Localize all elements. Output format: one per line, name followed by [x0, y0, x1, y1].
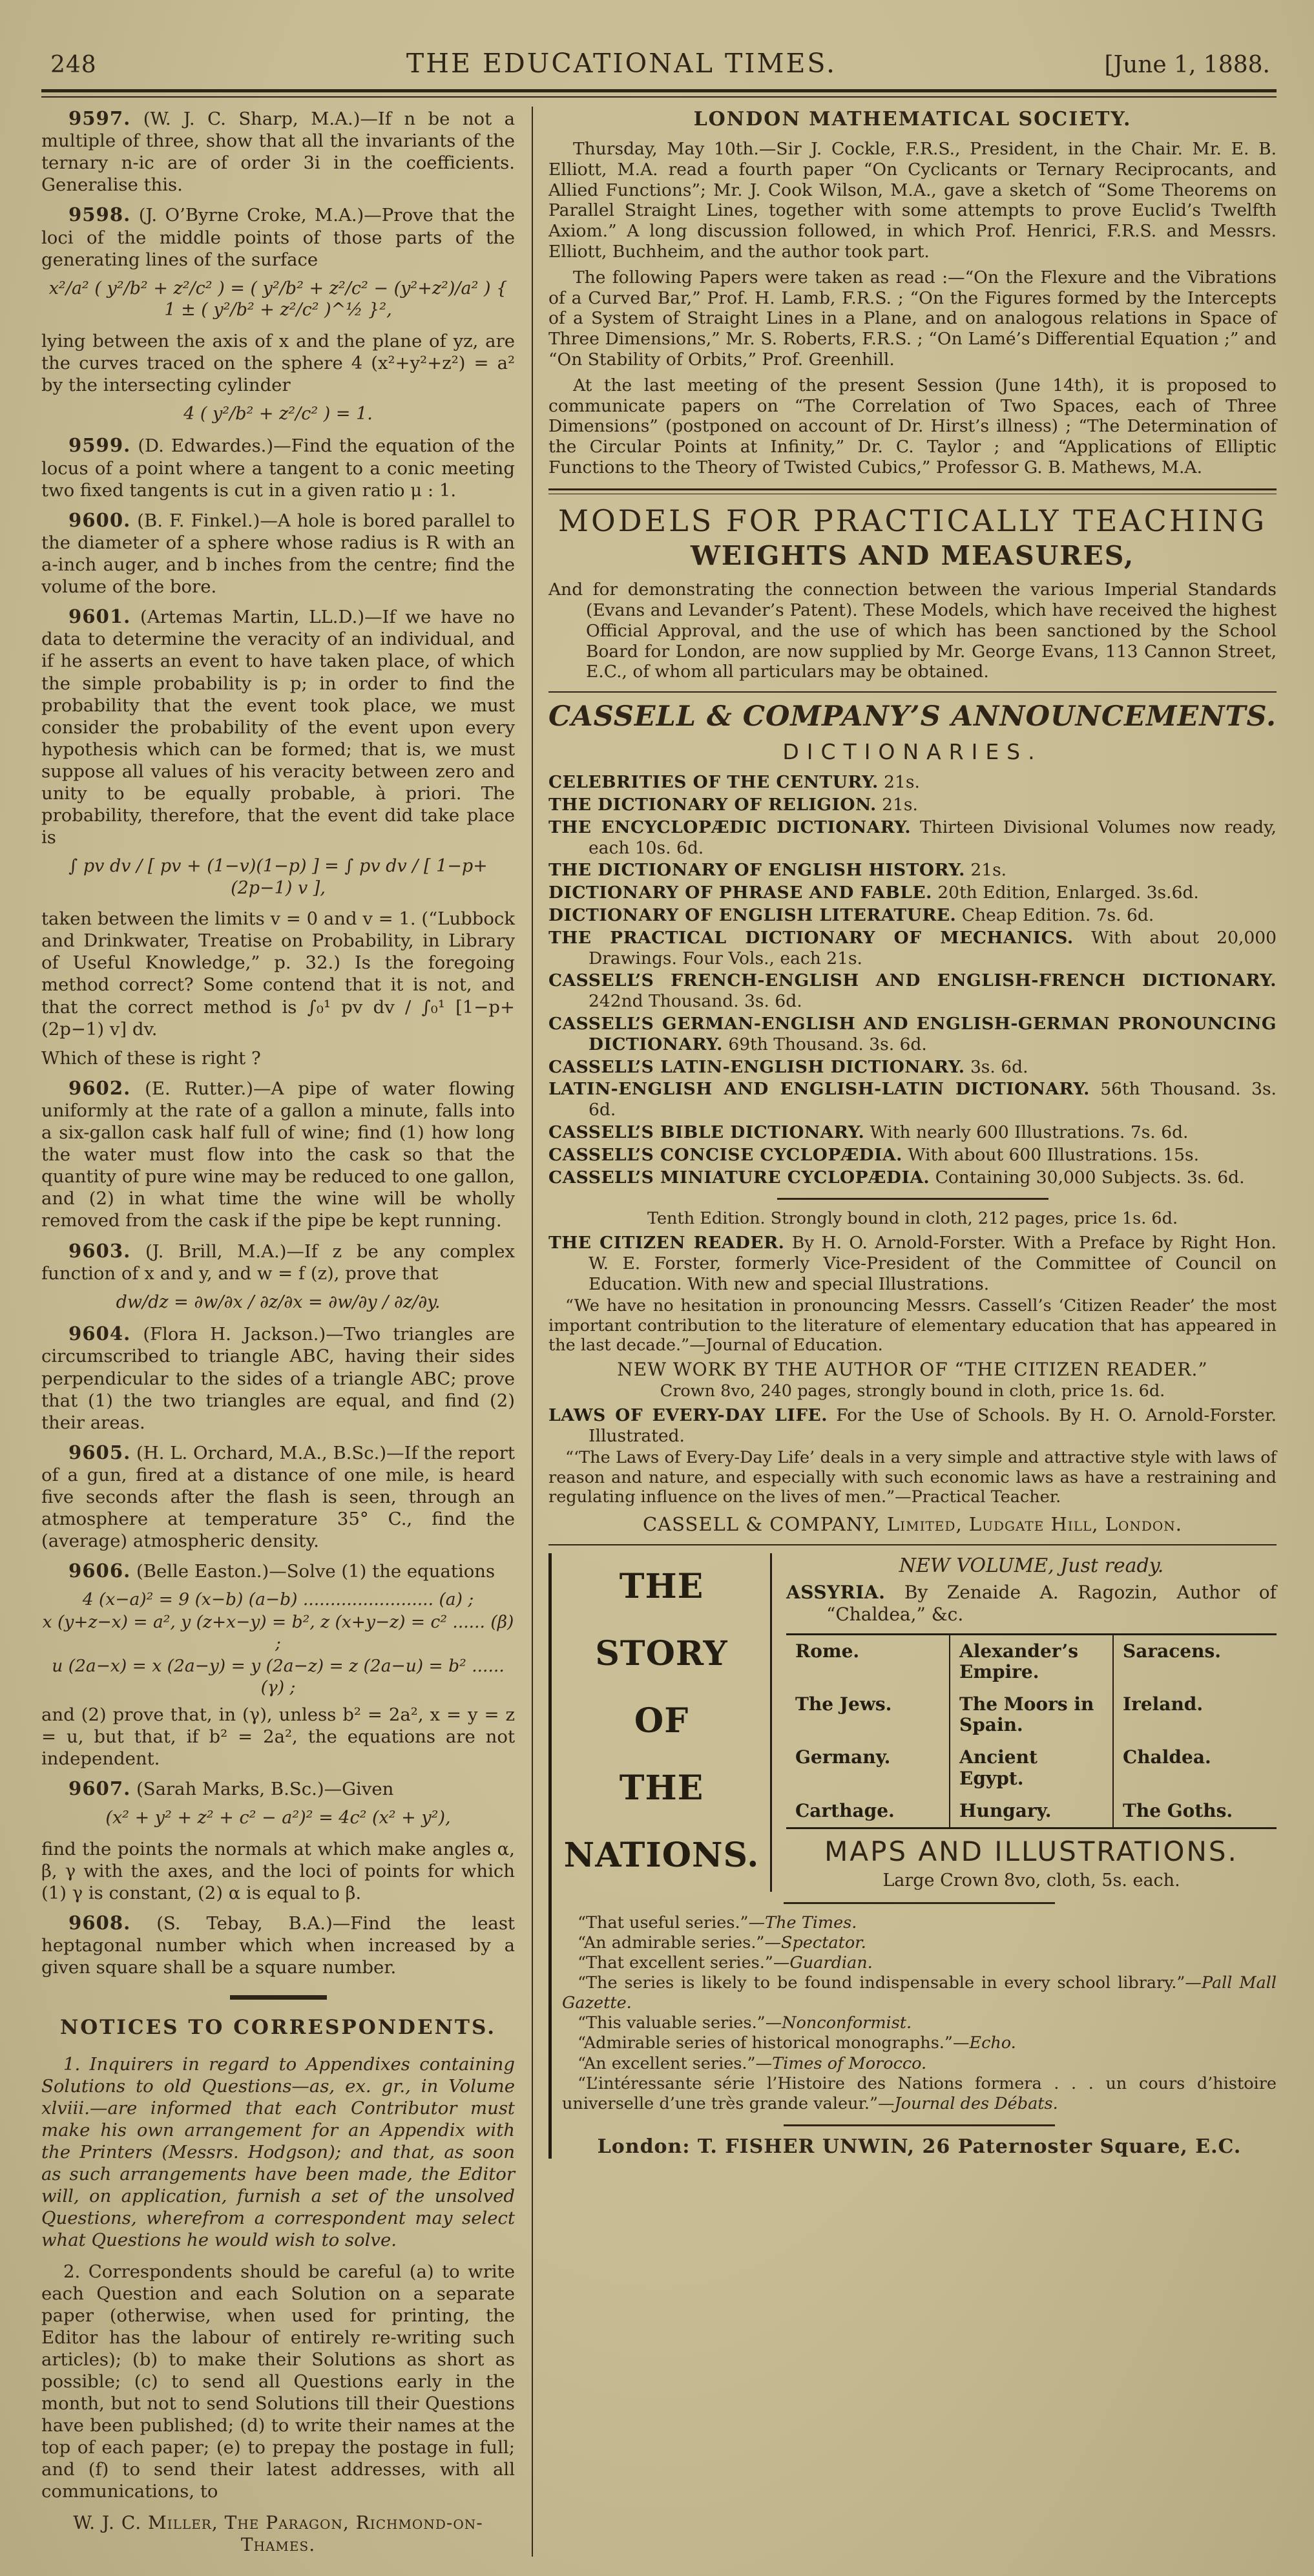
question-text: taken between the limits v = 0 and v = 1. (“Lubbock and Drinkwater, Treatise on Probability, in Library of Useful Knowledge,” p. 32.) Is the foregoing method correct? Some contend that it is not, and that the correct method is ∫₀¹ pv dv / ∫₀¹ [1−p+(2p−1) v] dv.: [41, 908, 515, 1040]
question: [41, 1911, 515, 1978]
question-text: (Belle Easton.)—Solve (1) the equations: [136, 1561, 495, 1582]
review-source: Spectator.: [780, 1932, 866, 1953]
question: [41, 1322, 515, 1434]
models-body: And for demonstrating the connection between the various Imperial Standards (Evans and Levander’s Patent). These Models, which have received the highest Official Approval, and the use of which has been sanctioned by the School Board for London, are now supplied by Mr. George Evans, 113 Cannon Street, E.C., of whom all particulars may be obtained.: [548, 580, 1277, 682]
table-cell: Saracens.: [1113, 1634, 1277, 1688]
dictionary-entry: [548, 970, 1277, 1012]
question-number: 9597.: [68, 107, 131, 129]
models-title-line2: WEIGHTS AND MEASURES,: [690, 539, 1135, 571]
notice-paragraph: 2. Correspondents should be careful (a) to write each Question and each Solution on a separate paper (otherwise, when used for printing, the Editor has the labour of entirely re-writing such articles); (b) to make their Solutions as short as possible; (c) to send all Questions early in the month, but not to send Solutions till their Questions have been published; (d) to write their names at the top of each paper; (e) to prepay the postage in full; and (f) to send their latest addresses, with all communications, to: [41, 2261, 515, 2502]
cassell-heading: CASSELL & COMPANY’S ANNOUNCEMENTS.: [548, 700, 1277, 733]
section-rule: [777, 1198, 1048, 1200]
press-review: [562, 1913, 1277, 1933]
question-text: Which of these is right ?: [41, 1047, 261, 1069]
question-number: 9601.: [68, 605, 131, 628]
book-title: ASSYRIA.: [786, 1582, 886, 1604]
question-number: 9598.: [68, 204, 131, 226]
book-entry: [548, 1233, 1277, 1294]
question-number: 9599.: [68, 434, 131, 457]
section-rule: [548, 488, 1277, 494]
book-details: 242nd Thousand. 3s. 6d.: [589, 991, 802, 1012]
book-details: 21s.: [970, 860, 1007, 881]
book-title: CASSELL’S BIBLE DICTIONARY.: [548, 1122, 865, 1143]
editor-signature: W. J. C. Miller, The Paragon, Richmond-on-Thames.: [73, 2511, 483, 2556]
display-formula: x²/a² ( y²/b² + z²/c² ) = ( y²/b² + z²/c² − (y²+z²)/a² ) { 1 ± ( y²/b² + z²/c² )^½ }²,: [48, 278, 508, 320]
book-details: 21s.: [882, 795, 918, 815]
question: [41, 1559, 515, 1582]
review-quote: “This valuable series.”—: [578, 2013, 782, 2033]
press-review: [562, 2013, 1277, 2033]
table-row: [786, 1741, 1277, 1794]
lms-paragraph: At the last meeting of the present Session (June 14th), it is proposed to communicate papers on “The Correlation of Two Spaces, each of Three Dimensions” (postponed on account of Dr. Hirst’s illness) ; “The Determination of the Circular Points at Infinity,” Dr. C. Taylor ; and “Applications of Elliptic Functions to the Theory of Twisted Cubics,” Professor G. B. Mathews, M.A.: [548, 375, 1277, 477]
table-row: [786, 1795, 1277, 1828]
review-source: Pall Mall Gazette.: [562, 1973, 1277, 2013]
section-rule: [784, 2124, 1055, 2126]
table-cell: Carthage.: [795, 1799, 895, 1821]
notices-heading: NOTICES TO CORRESPONDENTS.: [59, 2016, 497, 2040]
display-equation: 4 (x−a)² = 9 (x−b) (a−b) ........................ (a) ;: [82, 1589, 474, 1610]
book-title: CELEBRITIES OF THE CENTURY.: [548, 772, 879, 793]
dictionary-entry: [548, 1168, 1277, 1188]
dictionary-entry: [548, 1057, 1277, 1078]
question-text: (B. F. Finkel.)—A hole is bored parallel to the diameter of a sphere whose radius is R with an a-inch auger, and b inches from the centre; find the volume of the bore.: [41, 510, 516, 598]
book-details: 69th Thousand. 3s. 6d.: [728, 1034, 927, 1054]
dictionary-entry: [548, 1122, 1277, 1143]
review-source: Guardian.: [789, 1953, 873, 1973]
display-equation: x (y+z−x) = a², y (z+x−y) = b², z (x+y−z) = c² ...... (β) ;: [42, 1612, 514, 1654]
book-details: By Zenaide A. Ragozin, Author of “Chaldea,” &c.: [826, 1582, 1277, 1626]
table-cell: Rome.: [795, 1640, 860, 1662]
table-cell: Alexander’s Empire.: [950, 1634, 1113, 1688]
dictionary-entry: [548, 795, 1277, 815]
publisher-line: London: T. FISHER UNWIN, 26 Paternoster Square, E.C.: [597, 2135, 1242, 2158]
format-line: Crown 8vo, 240 pages, strongly bound in cloth, price 1s. 6d.: [660, 1381, 1165, 1401]
book-details: 20th Edition, Enlarged. 3s.6d.: [937, 883, 1199, 903]
book-details: 56th Thousand. 3s. 6d.: [589, 1079, 1277, 1120]
question-text: and (2) prove that, in (γ), unless b² = 2a², x = y = z = u, but that, if b² = 2a², the equations are not independent.: [41, 1704, 515, 1769]
book-title: LAWS OF EVERY-DAY LIFE.: [548, 1405, 828, 1425]
question-text: (J. O’Byrne Croke, M.A.)—Prove that the loci of the middle points of those parts of the generating lines of the surface: [41, 205, 515, 270]
new-volume-panel: [772, 1553, 1277, 1891]
question: [41, 434, 515, 501]
book-title: THE CITIZEN READER.: [548, 1233, 785, 1253]
table-cell: The Goths.: [1113, 1795, 1277, 1828]
press-review: [562, 1953, 1277, 1973]
question-number: 9603.: [68, 1239, 131, 1262]
display-equation: u (2a−x) = x (2a−y) = y (2a−z) = z (2a−u) = b² ...... (γ) ;: [52, 1656, 505, 1697]
review-quote: “L’intéressante série l’Histoire des Nations formera . . . un cours d’histoire universelle d’une très grande valeur.”—: [562, 2073, 1277, 2113]
lms-paragraph: The following Papers were taken as read :—“On the Flexure and the Vibrations of a Curved Bar,” Prof. H. Lamb, F.R.S. ; “On the Figures formed by the Intercepts of a System of Straight Lines in a Plane, and on analogous relations in Space of Three Dimensions,” Mr. S. Roberts, F.R.S. ; “On Lamé’s Differential Equation ;” and “On Stability of Orbits,” Prof. Greenhill.: [548, 267, 1277, 370]
review-quote: “An admirable series.”—: [578, 1932, 781, 1953]
review-quote: “That useful series.”—: [578, 1912, 766, 1932]
question: [41, 1441, 515, 1553]
question-text: (Flora H. Jackson.)—Two triangles are circumscribed to triangle ABC, having their sides perpendicular to the sides of a triangle ABC; prove that (1) the two triangles are equal, and find (2) their areas.: [41, 1324, 515, 1433]
new-volume-line: NEW VOLUME, Just ready.: [899, 1555, 1164, 1578]
dictionaries-heading: DICTIONARIES.: [782, 738, 1043, 764]
book-details: With nearly 600 Illustrations. 7s. 6d.: [870, 1122, 1189, 1143]
book-title: THE PRACTICAL DICTIONARY OF MECHANICS.: [548, 927, 1074, 948]
question-text: (W. J. C. Sharp, M.A.)—If n be not a multiple of three, show that all the invariants of the ternary n-ic are of order 3i in the coefficients. Generalise this.: [41, 109, 515, 196]
question-text: (J. Brill, M.A.)—If z be any complex function of x and y, and w = f (z), prove that: [41, 1241, 515, 1284]
new-work-line: NEW WORK BY THE AUTHOR OF “THE CITIZEN READER.”: [617, 1358, 1208, 1380]
question-text: lying between the axis of x and the plane of yz, are the curves traced on the sphere 4 (x²+y²+z²) = a² by the intersecting cylinder: [41, 330, 515, 395]
dictionary-entry: [548, 905, 1277, 926]
models-title-line1: MODELS FOR PRACTICALLY TEACHING: [558, 503, 1267, 538]
review-source: Journal des Débats.: [894, 2093, 1058, 2113]
review-source: Times of Morocco.: [772, 2053, 927, 2073]
book-details: By H. O. Arnold-Forster. With a Preface by Right Hon. W. E. Forster, formerly Vice-President of the Committee of Council on Education. With new and special Illustrations.: [589, 1233, 1277, 1294]
review-quote: “An excellent series.”—: [578, 2053, 773, 2073]
table-cell: The Moors in Spain.: [950, 1688, 1113, 1741]
question-text: (Artemas Martin, LL.D.)—If we have no data to determine the veracity of an individual, and if he asserts an event to have taken place, of which the simple probability is p; in order to find the probability that the event took place, we must consider the probability of the event upon every hypothesis which can be formed; that is, we must suppose all values of his veracity between zero and unity to be equally probable, à priori. The probability, therefore, that the event did take place is: [41, 607, 515, 848]
page-title: THE EDUCATIONAL TIMES.: [406, 48, 837, 79]
unwin-upper: [562, 1553, 1277, 1891]
review-quote: “‘The Laws of Every-Day Life’ deals in a very simple and attractive style with laws of reason and nature, and especially with such economic laws as have a restraining and regulating influence on the lives of men.”—Practical Teacher.: [548, 1448, 1277, 1507]
book-details: For the Use of Schools. By H. O. Arnold-Forster. Illustrated.: [589, 1405, 1277, 1446]
review-source: Nonconformist.: [782, 2013, 912, 2033]
series-title-word: THE: [619, 1768, 704, 1808]
nations-table: [786, 1633, 1277, 1829]
table-cell: The Jews.: [795, 1693, 892, 1715]
dictionary-entry: [548, 772, 1277, 793]
display-formula: (x² + y² + z² + c² − a²)² = 4c² (x² + y²),: [105, 1808, 451, 1828]
press-review: [562, 2074, 1277, 2114]
review-quote: “We have no hesitation in pronouncing Messrs. Cassell’s ‘Citizen Reader’ the most important contribution to the literature of elementary education that has appeared in the last decade.”—Journal of Education.: [548, 1296, 1277, 1355]
page-number: 248: [50, 52, 97, 78]
table-row: [786, 1688, 1277, 1741]
question-number: 9604.: [68, 1323, 131, 1345]
book-details: With about 600 Illustrations. 15s.: [908, 1144, 1200, 1165]
book-title: THE DICTIONARY OF RELIGION.: [548, 795, 877, 815]
section-rule: [548, 1544, 1277, 1545]
book-entry: [548, 1405, 1277, 1447]
question: [41, 107, 515, 196]
edition-line: Tenth Edition. Strongly bound in cloth, 212 pages, price 1s. 6d.: [647, 1209, 1178, 1229]
review-source: Echo.: [969, 2033, 1016, 2053]
cassell-advert: [548, 700, 1277, 1535]
press-reviews: [562, 1913, 1277, 2114]
press-review: [562, 2033, 1277, 2053]
table-cell: Hungary.: [950, 1795, 1113, 1828]
question: [41, 1239, 515, 1284]
right-column: [533, 107, 1277, 2557]
book-title: CASSELL’S GERMAN-ENGLISH AND ENGLISH-GERMAN PRONOUNCING DICTIONARY.: [548, 1014, 1277, 1054]
display-formula: ∫ pv dv / [ pv + (1−v)(1−p) ] = ∫ pv dv / [ 1−p+(2p−1) v ],: [68, 856, 488, 898]
table-cell: Ancient Egypt.: [950, 1741, 1113, 1794]
unwin-advert: [548, 1553, 1277, 2158]
press-review: [562, 2054, 1277, 2074]
question: [41, 605, 515, 848]
book-title: CASSELL’S LATIN-ENGLISH DICTIONARY.: [548, 1056, 965, 1077]
question-text: (S. Tebay, B.A.)—Find the least heptagonal number which when increased by a given square shall be a square number.: [41, 1912, 515, 1978]
masthead-rule: [41, 89, 1277, 98]
question-number: 9608.: [68, 1911, 131, 1934]
question: [41, 203, 515, 270]
book-details: Containing 30,000 Subjects. 3s. 6d.: [935, 1167, 1245, 1188]
question: [41, 508, 515, 598]
table-cell: Germany.: [795, 1746, 891, 1768]
lms-paragraph: Thursday, May 10th.—Sir J. Cockle, F.R.S., President, in the Chair. Mr. E. B. Elliott, M.A. read a fourth paper “On Cyclicants or Ternary Reciprocants, and Allied Functions”; Mr. J. Cook Wilson, M.A., gave a sketch of “Some Theorems on Parallel Straight Lines, together with some attempts to prove Euclid’s Twelfth Axiom.” A long discussion followed, in which Prof. Henrici, F.R.S. and Messrs. Elliott, Buchheim, and the author took part.: [548, 139, 1277, 262]
book-details: 21s.: [884, 772, 920, 793]
press-review: [562, 1933, 1277, 1953]
question-number: 9605.: [68, 1441, 131, 1463]
question-text: find the points the normals at which make angles α, β, γ with the axes, and the loci of points for which (1) γ is constant, (2) α is equal to β.: [41, 1838, 515, 1903]
columns: [41, 107, 1277, 2557]
series-title-word: STORY: [595, 1634, 728, 1674]
maps-heading: MAPS AND ILLUSTRATIONS.: [824, 1835, 1238, 1867]
issue-date: [June 1, 1888.: [1104, 52, 1270, 78]
models-advert: [548, 503, 1277, 682]
book-title: CASSELL’S MINIATURE CYCLOPÆDIA.: [548, 1167, 930, 1188]
question: [41, 1076, 515, 1232]
series-title-word: OF: [634, 1701, 689, 1741]
series-title-panel: [562, 1553, 772, 1891]
book-details: With about 20,000 Drawings. Four Vols., each 21s.: [589, 927, 1277, 969]
series-title-word: THE: [619, 1567, 704, 1607]
dictionary-entry: [548, 860, 1277, 881]
book-title: CASSELL’S FRENCH-ENGLISH AND ENGLISH-FRENCH DICTIONARY.: [548, 970, 1277, 991]
question-number: 9602.: [68, 1076, 131, 1099]
book-entry: [786, 1582, 1277, 1625]
section-rule: [548, 691, 1277, 693]
dictionary-entry: [548, 1079, 1277, 1120]
review-quote: “That excellent series.”—: [578, 1953, 790, 1973]
table-cell: Ireland.: [1113, 1688, 1277, 1741]
notice-paragraph: 1. Inquirers in regard to Appendixes containing Solutions to old Questions—as, ex. gr., in Volume xlviii.—are informed that each Contributor must make his own arrangement for an Appendix with the Printers (Messrs. Hodgson); and that, as soon as such arrangements have been made, the Editor will, on application, furnish a set of the unsolved Questions, wherefrom a correspondent may select what Questions he would wish to solve.: [41, 2053, 515, 2251]
question-text: (E. Rutter.)—A pipe of water flowing uniformly at the rate of a gallon a minute, falls into a six-gallon cask half full of wine; find (1) how long the water must flow into the cask so that the quantity of pure wine may be reduced to one gallon, and (2) in what time the wine will be wholly removed from the cask if the pipe be kept running.: [41, 1078, 515, 1231]
series-title-word: NATIONS.: [563, 1836, 760, 1876]
section-rule: [784, 1902, 1055, 1904]
masthead: [41, 30, 1277, 88]
question-number: 9607.: [68, 1777, 131, 1800]
question-number: 9600.: [68, 508, 131, 531]
question-text: (D. Edwardes.)—Find the equation of the locus of a point where a tangent to a conic meeting two fixed tangents is cut in a given ratio μ : 1.: [41, 435, 516, 501]
book-title: THE ENCYCLOPÆDIC DICTIONARY.: [548, 817, 912, 837]
display-formula: dw/dz = ∂w/∂x / ∂z/∂x = ∂w/∂y / ∂z/∂y.: [116, 1292, 441, 1312]
question-text: (Sarah Marks, B.Sc.)—Given: [136, 1779, 394, 1800]
review-quote: “Admirable series of historical monographs.”—: [578, 2033, 970, 2053]
review-source: The Times.: [765, 1912, 857, 1932]
review-quote: “The series is likely to be found indispensable in every school library.”—: [578, 1973, 1202, 1993]
publisher-imprint: CASSELL & COMPANY, Limited, Ludgate Hill, London.: [642, 1513, 1183, 1535]
book-title: DICTIONARY OF ENGLISH LITERATURE.: [548, 905, 957, 926]
section-divider: [230, 1995, 327, 2000]
question-number: 9606.: [68, 1560, 131, 1582]
dictionary-entry: [548, 928, 1277, 969]
book-details: Cheap Edition. 7s. 6d.: [961, 905, 1154, 926]
press-review: [562, 1973, 1277, 2013]
book-title: DICTIONARY OF PHRASE AND FABLE.: [548, 883, 932, 903]
dictionary-entry: [548, 883, 1277, 903]
book-title: THE DICTIONARY OF ENGLISH HISTORY.: [548, 860, 965, 881]
dictionary-entry: [548, 1145, 1277, 1166]
maps-subline: Large Crown 8vo, cloth, 5s. each.: [882, 1870, 1180, 1891]
dictionary-entry: [548, 817, 1277, 859]
book-title: CASSELL’S CONCISE CYCLOPÆDIA.: [548, 1144, 902, 1165]
question-text: (H. L. Orchard, M.A., B.Sc.)—If the report of a gun, fired at a distance of one mile, is heard five seconds after the flash is seen, through an atmosphere at temperature 35° C., find the (average) atmospheric density.: [41, 1442, 515, 1552]
table-row: [786, 1634, 1277, 1688]
book-details: Thirteen Divisional Volumes now ready, each 10s. 6d.: [589, 817, 1277, 858]
lms-heading: LONDON MATHEMATICAL SOCIETY.: [693, 108, 1132, 131]
table-cell: Chaldea.: [1113, 1741, 1277, 1794]
left-column: [41, 107, 533, 2557]
book-details: 3s. 6d.: [970, 1056, 1028, 1077]
dictionary-entry: [548, 1014, 1277, 1055]
display-formula: 4 ( y²/b² + z²/c² ) = 1.: [183, 403, 373, 424]
book-title: LATIN-ENGLISH AND ENGLISH-LATIN DICTIONARY.: [548, 1079, 1090, 1100]
